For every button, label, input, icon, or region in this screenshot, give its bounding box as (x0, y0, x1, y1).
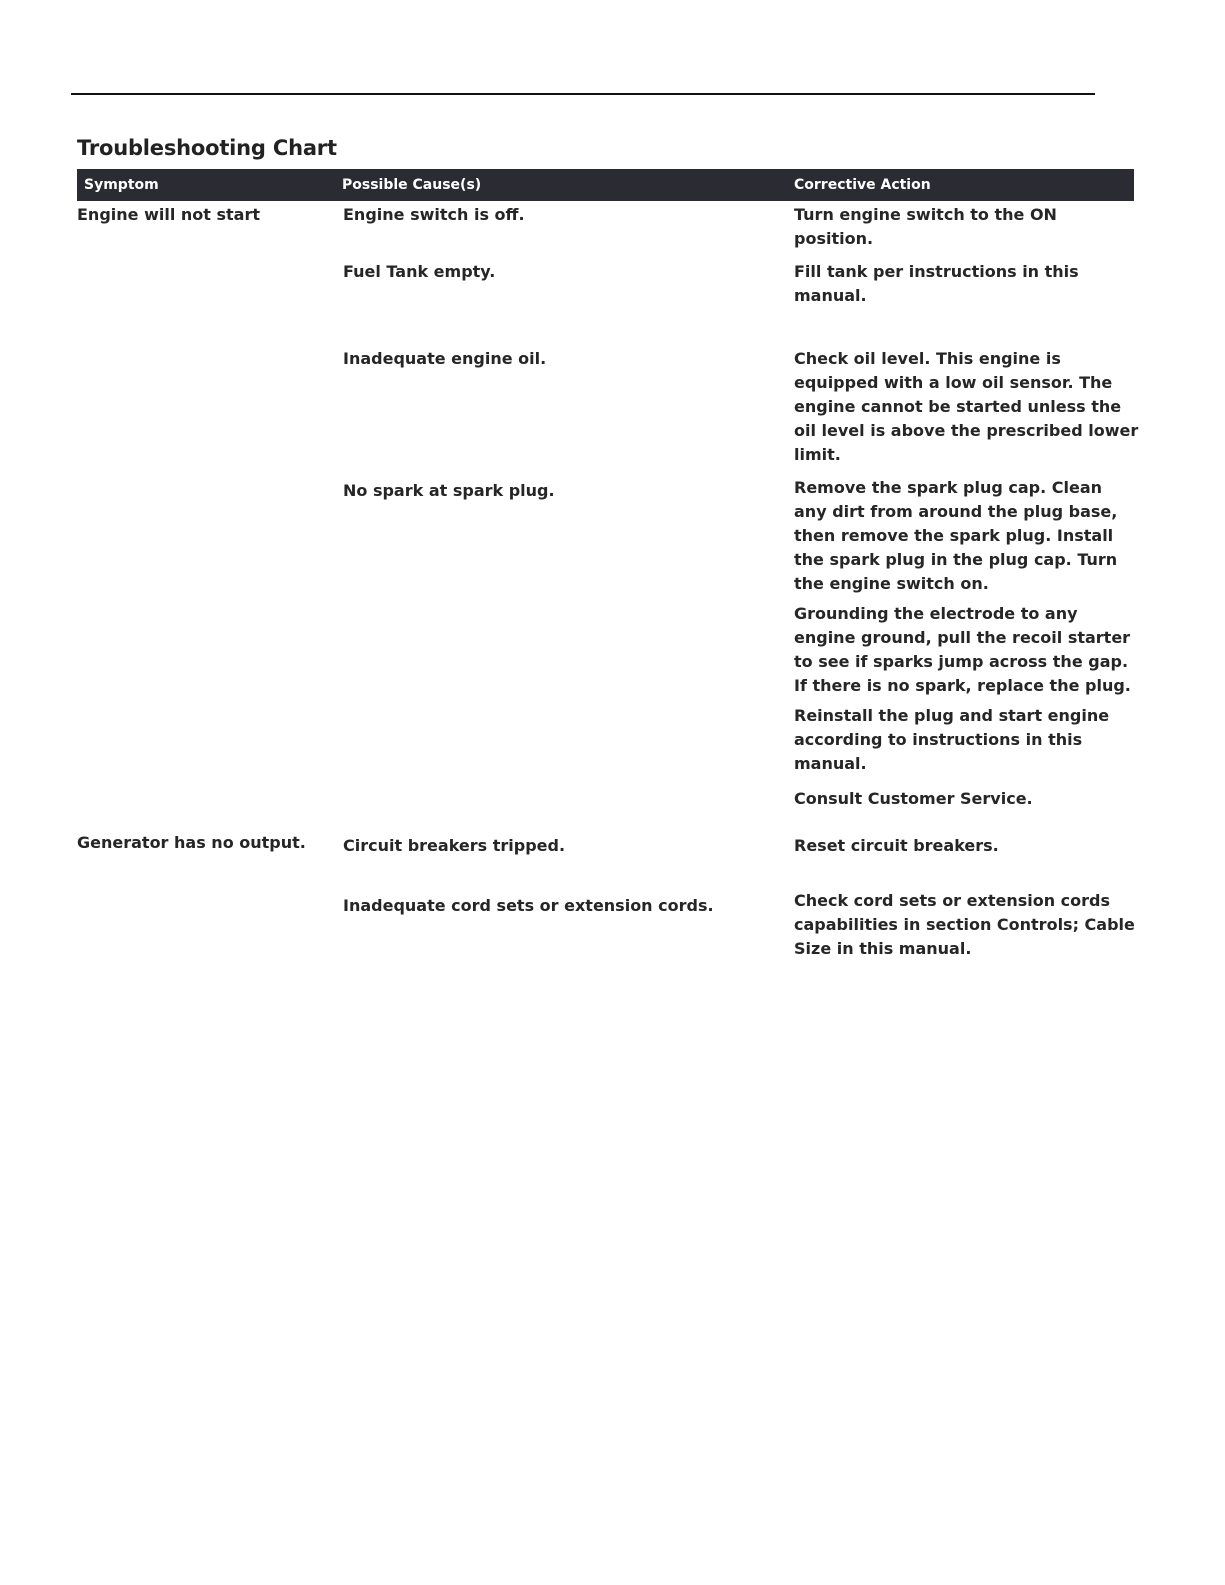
cause-no-spark: No spark at spark plug. (343, 481, 555, 500)
header-symptom: Symptom (84, 177, 159, 193)
symptom-engine-will-not-start: Engine will not start (77, 205, 260, 224)
action-reset-breakers: Reset circuit breakers. (794, 836, 999, 855)
header-possible-causes: Possible Cause(s) (342, 177, 482, 193)
action-turn-switch-on: Turn engine switch to the ON position. (794, 205, 1057, 248)
table-header-bar (77, 169, 1134, 201)
cause-inadequate-cords: Inadequate cord sets or extension cords. (343, 896, 714, 915)
action-check-cords: Check cord sets or extension cords capabilities in section Controls; Cable Size in this manual. (794, 891, 1135, 958)
action-consult-customer-service: Consult Customer Service. (794, 789, 1033, 808)
header-corrective-action: Corrective Action (794, 177, 931, 193)
action-ground-electrode: Grounding the electrode to any engine ground, pull the recoil starter to see if sparks jump across the gap. If there is no spark, replace the plug. (794, 604, 1131, 695)
cause-circuit-breakers-tripped: Circuit breakers tripped. (343, 836, 566, 855)
symptom-generator-no-output: Generator has no output. (77, 833, 306, 852)
action-reinstall-plug: Reinstall the plug and start engine according to instructions in this manual. (794, 706, 1110, 773)
cause-engine-switch-off: Engine switch is off. (343, 205, 525, 224)
action-remove-spark-plug: Remove the spark plug cap. Clean any dirt from around the plug base, then remove the spark plug. Install the spark plug in the plug cap. Turn the engine switch on. (794, 478, 1118, 593)
top-divider-line (71, 93, 1095, 95)
action-check-oil-level: Check oil level. This engine is equipped with a low oil sensor. The engine cannot be started unless the oil level is above the prescribed lower limit. (794, 349, 1139, 464)
cause-fuel-tank-empty: Fuel Tank empty. (343, 262, 496, 281)
cause-inadequate-engine-oil: Inadequate engine oil. (343, 349, 547, 368)
page-title: Troubleshooting Chart (77, 136, 337, 160)
action-fill-tank: Fill tank per instructions in this manual. (794, 262, 1079, 305)
